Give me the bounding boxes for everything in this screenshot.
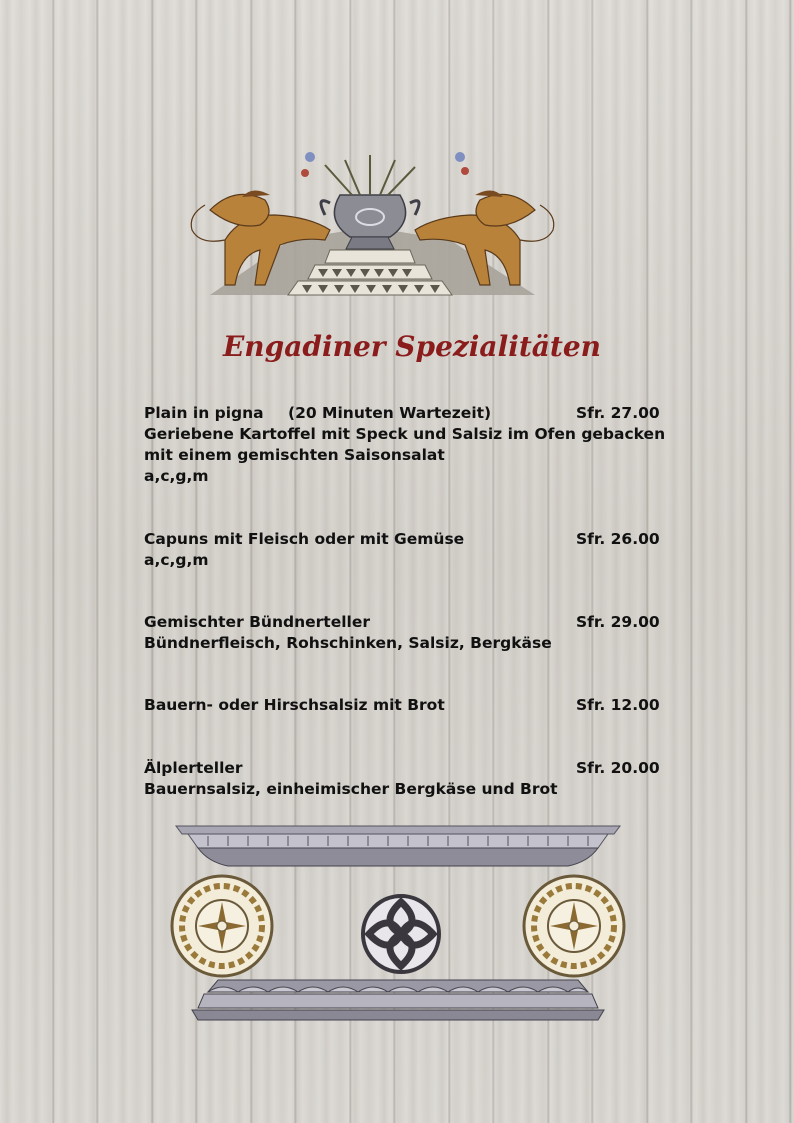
item-name: Capuns mit Fleisch oder mit Gemüse (144, 530, 465, 548)
item-price: Sfr. 26.00 (576, 530, 660, 548)
item-note: (20 Minuten Wartezeit) (288, 404, 492, 422)
menu-item-salsiz (144, 695, 660, 716)
item-name: Plain in pigna (144, 404, 264, 422)
item-name: Bauern- oder Hirschsalsiz mit Brot (144, 696, 445, 714)
item-name: Gemischter Bündnerteller (144, 613, 370, 631)
page-title: Engadiner Spezialitäten (222, 330, 602, 363)
item-description: Geriebene Kartoffel mit Speck und Salsiz im Ofen gebacken (144, 425, 666, 443)
item-description: Bündnerfleisch, Rohschinken, Salsiz, Bergkäse (144, 634, 552, 652)
item-price: Sfr. 29.00 (576, 613, 660, 631)
menu-item-plain-in-pigna (144, 403, 665, 487)
item-description: mit einem gemischten Saisonsalat (144, 446, 445, 464)
item-name: Älplerteller (144, 759, 243, 777)
item-allergens: a,c,g,m (144, 551, 209, 569)
item-price: Sfr. 27.00 (576, 404, 660, 422)
item-description: Bauernsalsiz, einheimischer Bergkäse und Brot (144, 780, 558, 798)
item-price: Sfr. 20.00 (576, 759, 660, 777)
menu-item-buendnerteller (144, 612, 660, 654)
item-allergens: a,c,g,m (144, 467, 209, 485)
lions-vase-illustration (180, 145, 565, 305)
item-price: Sfr. 12.00 (576, 696, 660, 714)
menu-item-aelplerteller (144, 758, 660, 800)
column-capital-illustration (168, 822, 628, 1027)
menu-item-capuns (144, 529, 660, 571)
